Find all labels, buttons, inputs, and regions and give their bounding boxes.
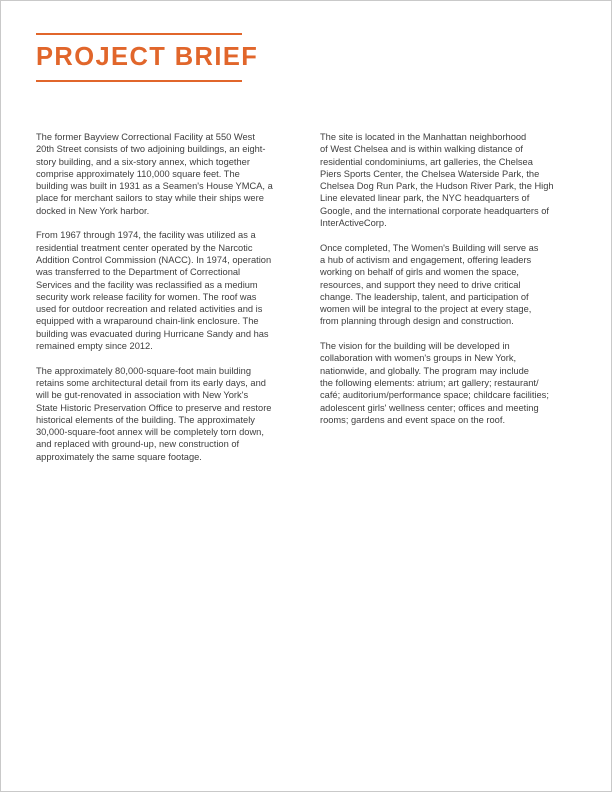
paragraph-site-location: The site is located in the Manhattan neighborhood of West Chelsea and is within walking distance of residential condominiums, art galleries, the Chelsea Piers Sports Center, the Chelsea Waterside Park, the Chelsea Dog Run Park, the Hudson River Park, the High Line elevated linear park, the NYC headquarters of Google, and the international corporate headquarters of InterActiveCorp.: [320, 132, 554, 229]
right-column: [320, 131, 578, 438]
paragraph-facility-history: The former Bayview Correctional Facility at 550 West 20th Street consists of two adjoining buildings, an eight- story building, and a six-story annex, which together comprise approximately 110,000 square feet. The building was built in 1931 as a Seamen's House YMCA, a place for merchant sailors to stay while their ships were docked in New York harbor.: [36, 132, 273, 216]
title-rule-top: [36, 33, 242, 35]
paragraph-renovation: The approximately 80,000-square-foot main building retains some architectural detail from its early days, and will be gut-renovated in association with New York's State Historic Preservation Office to preserve and restore historical elements of the building. The approximately 30,000-square-foot annex will be completely torn down, and replaced with ground-up, new construction of approximately the same square footage.: [36, 365, 272, 462]
title-rule-bottom: [36, 80, 242, 82]
paragraph-facility-usage: From 1967 through 1974, the facility was utilized as a residential treatment center operated by the Narcotic Addition Control Commission (NACC). In 1974, operation was transferred to the Department of Correctional Services and the facility was reclassified as a medium security work release facility for women. The roof was used for outdoor recreation and related activities and is equipped with a wraparound chain-link enclosure. The building was evacuated during Hurricane Sandy and has remained empty since 2012.: [36, 230, 272, 352]
paragraph-mission: Once completed, The Women's Building will serve as a hub of activism and engagement, offering leaders working on behalf of girls and women the space, resources, and support they need to drive critical change. The leadership, talent, and participation of women will be integral to the project at every stage, from planning through design and construction.: [320, 242, 539, 327]
left-column: [36, 131, 298, 475]
paragraph-program-vision: The vision for the building will be developed in collaboration with women's groups in New York, nationwide, and globally. The program may include the following elements: atrium; art gallery; restaurant/ café; auditorium/performance space; childcare facilities; adolescent girls' wellness center; offices and meeting rooms; gardens and event space on the roof.: [320, 341, 549, 425]
page-title: PROJECT BRIEF: [36, 43, 259, 71]
